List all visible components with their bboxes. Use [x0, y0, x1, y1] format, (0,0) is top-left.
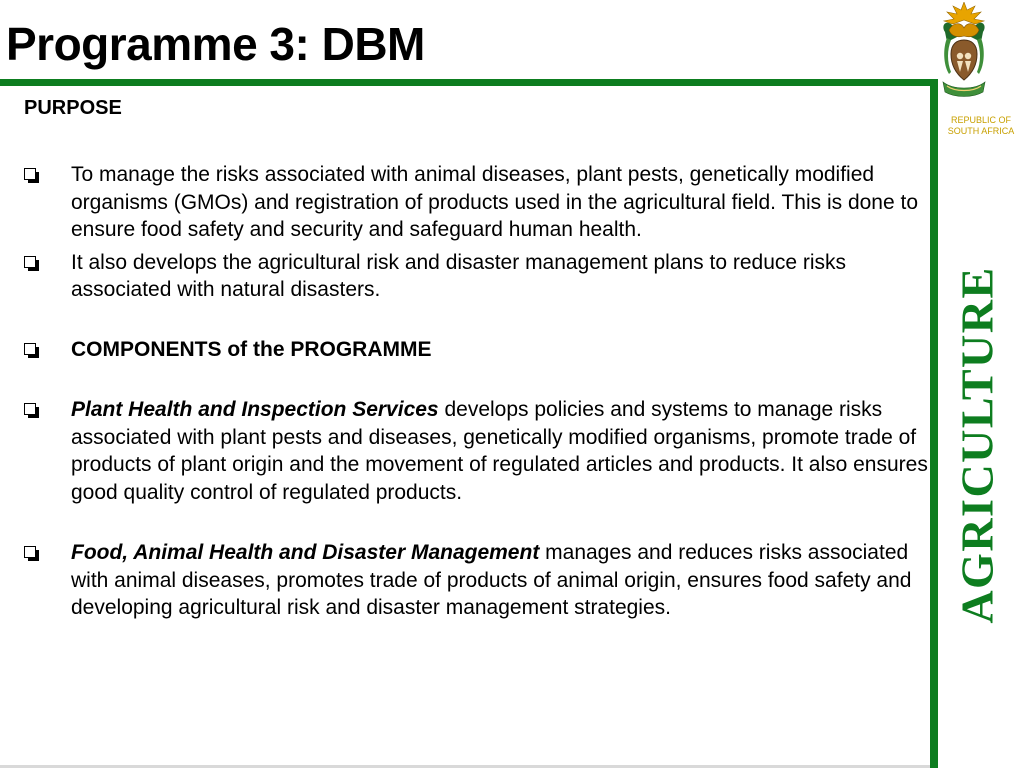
- bullet-lead: Food, Animal Health and Disaster Management: [71, 541, 540, 564]
- title-divider: [0, 79, 938, 86]
- bullet-item: [24, 336, 928, 364]
- slide-title: Programme 3: DBM: [6, 18, 425, 70]
- crest-caption: [938, 115, 1024, 137]
- side-divider: [930, 79, 938, 768]
- slide-body: [24, 92, 928, 622]
- bullet-lead: Plant Health and Inspection Services: [71, 398, 439, 421]
- bullet-item: [24, 539, 928, 622]
- components-heading: COMPONENTS of the PROGRAMME: [71, 337, 432, 361]
- crest-caption-line1: REPUBLIC OF: [950, 115, 1011, 125]
- bullet-text: manages and reduces risks associated with animal diseases, promotes trade of products of animal origin, ensures food safety and developing agricultural risk and disaster management strategies.: [71, 541, 912, 619]
- checkbox-bullet-icon: [24, 168, 36, 180]
- crest-caption-line2: SOUTH AFRICA: [947, 126, 1015, 136]
- purpose-heading: PURPOSE: [24, 97, 122, 119]
- bullet-item: [24, 161, 928, 244]
- bullet-text: develops policies and systems to manage risks associated with plant pests and diseases, genetically modified organisms, promote trade of products of plant origin and the movement of regulated articles and products. It also ensures good quality control of regulated products.: [71, 398, 928, 504]
- checkbox-bullet-icon: [24, 343, 36, 355]
- bullet-item: [24, 396, 928, 506]
- bullet-text: To manage the risks associated with animal diseases, plant pests, genetically modified organisms (GMOs) and registration of products used in the agricultural field. This is done to ensure food safety and security and safeguard human health.: [71, 163, 919, 241]
- coat-of-arms-icon: [937, 2, 991, 104]
- bullet-item: [24, 249, 928, 304]
- agriculture-side-label: AGRICULTURE: [951, 266, 1003, 624]
- bullet-text: It also develops the agricultural risk and disaster management plans to reduce risks associated with natural disasters.: [71, 250, 847, 301]
- checkbox-bullet-icon: [24, 256, 36, 268]
- checkbox-bullet-icon: [24, 546, 36, 558]
- checkbox-bullet-icon: [24, 403, 36, 415]
